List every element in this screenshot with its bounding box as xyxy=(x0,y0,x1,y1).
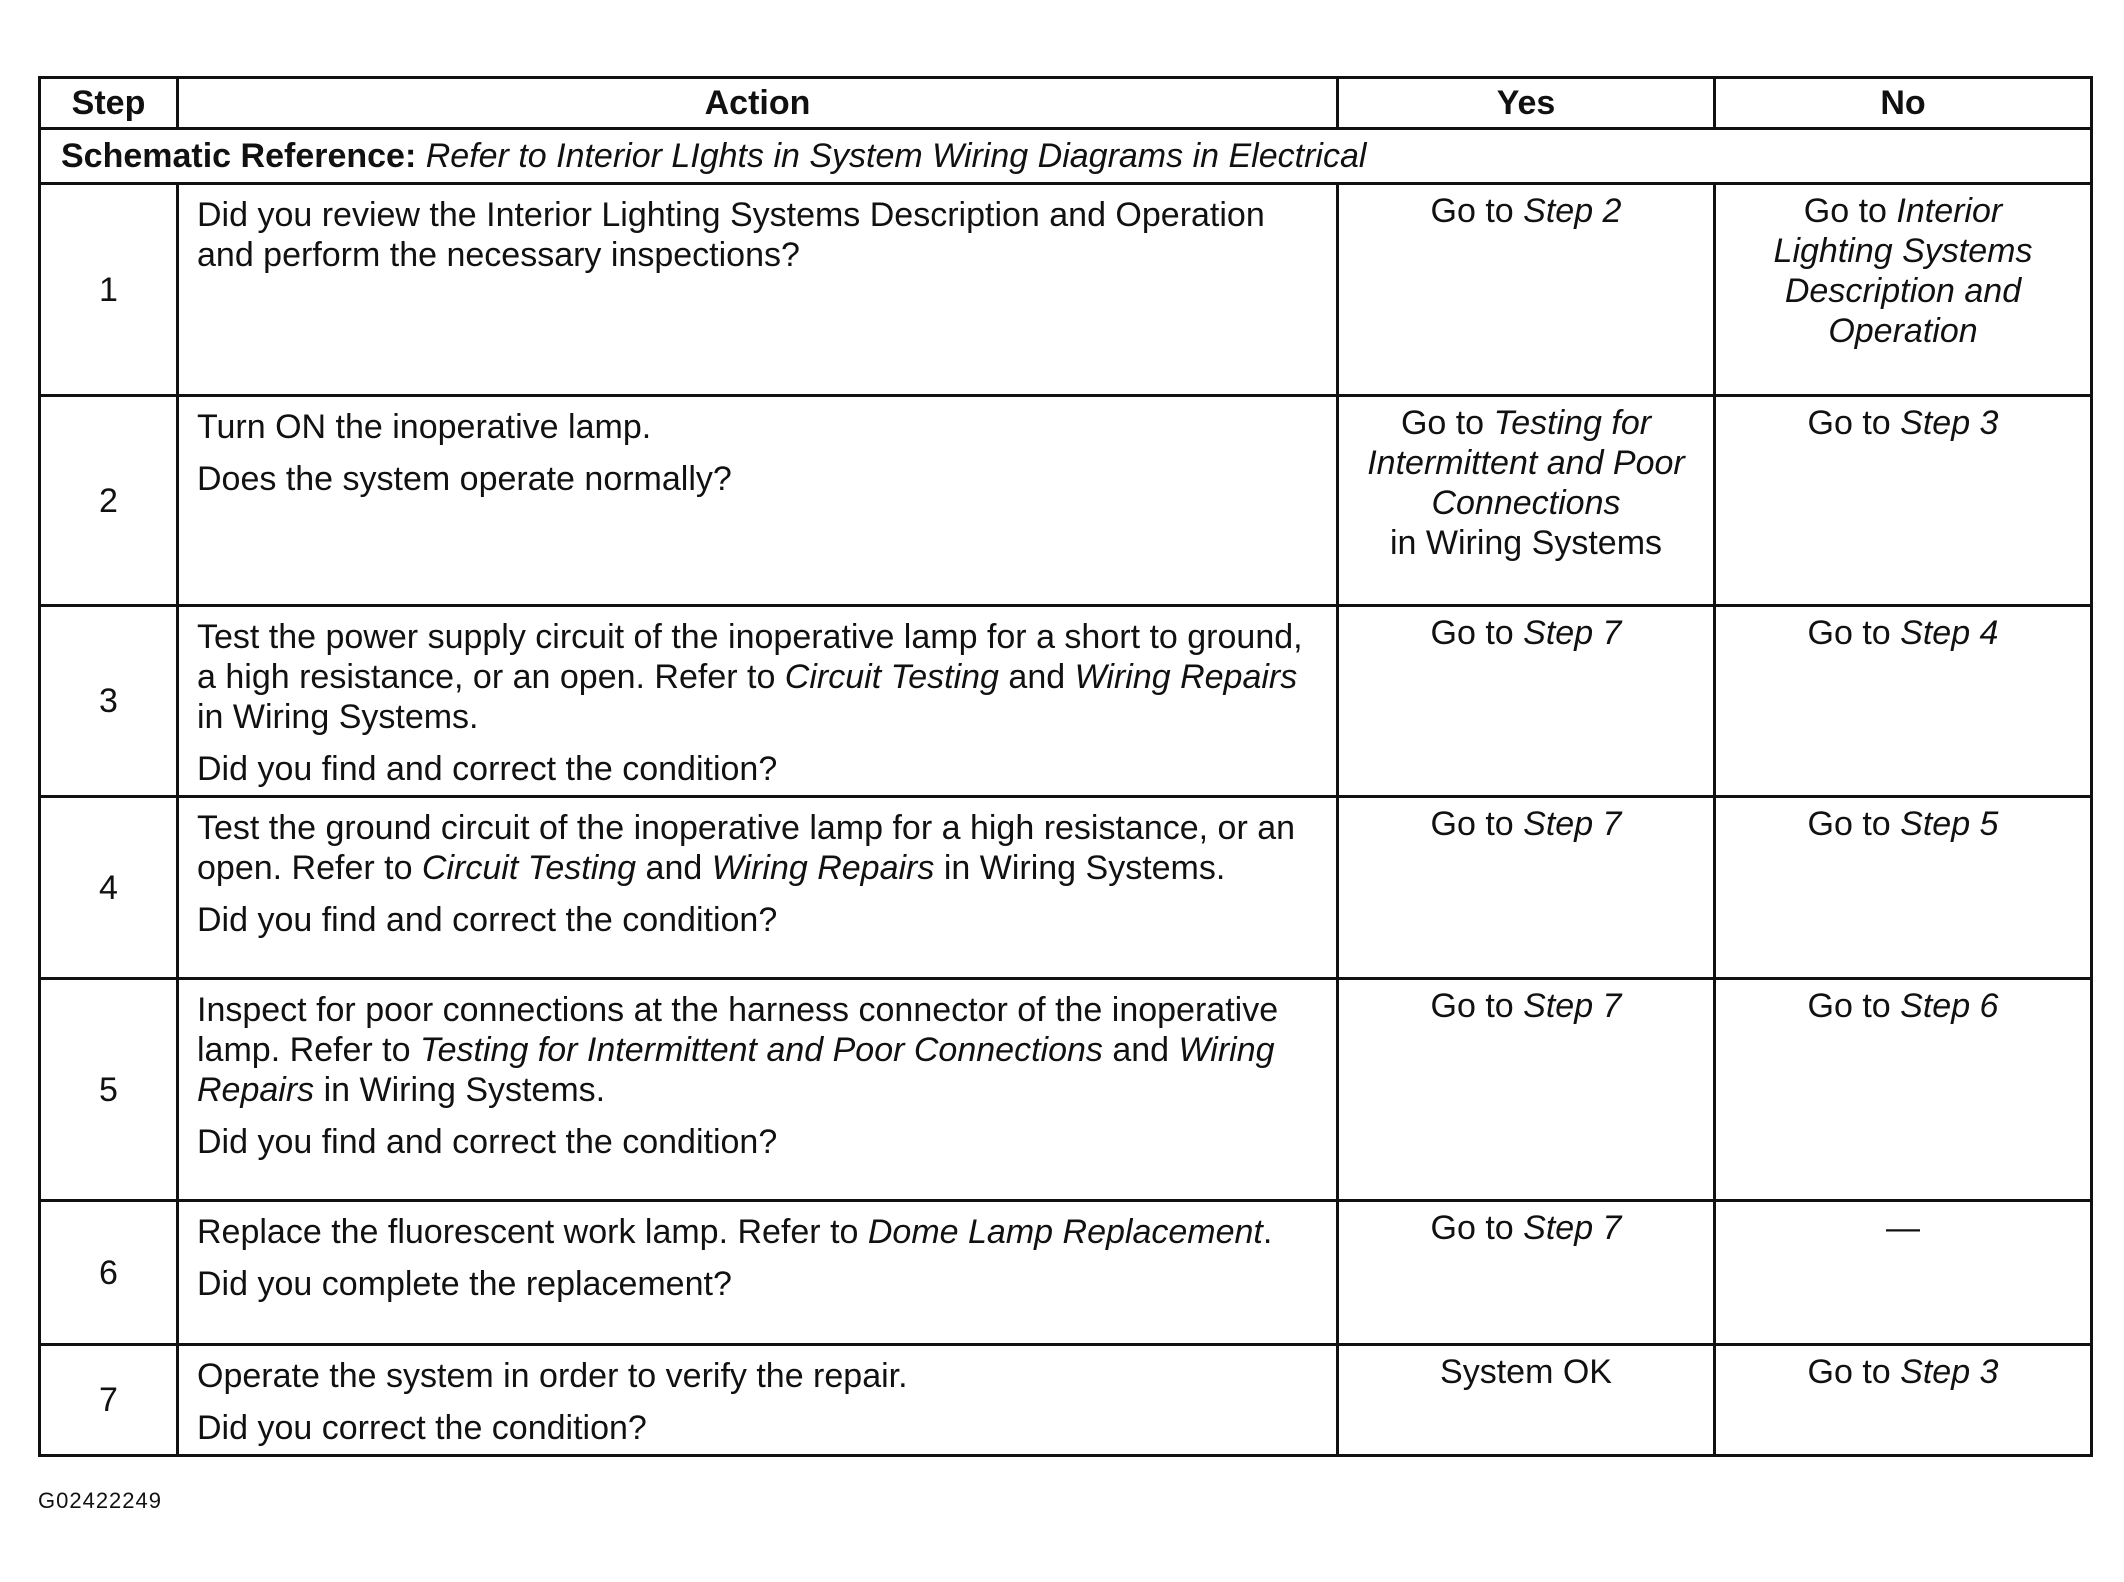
schematic-text: Refer to Interior LIghts in System Wiring Diagrams in Electrical xyxy=(425,137,1367,175)
table-row xyxy=(40,979,2092,1201)
yes-cell xyxy=(1338,1201,1715,1345)
table-row xyxy=(40,797,2092,979)
yes-link[interactable]: Go to Step 2 xyxy=(1430,192,1622,230)
step-number: 6 xyxy=(40,1201,178,1345)
action-cell xyxy=(178,396,1338,606)
header-row xyxy=(40,78,2092,129)
schematic-row xyxy=(40,129,2092,184)
yes-cell xyxy=(1338,797,1715,979)
step-number: 5 xyxy=(40,979,178,1201)
step-number: 4 xyxy=(40,797,178,979)
step-number: 1 xyxy=(40,184,178,396)
no-link[interactable]: Go to Step 3 xyxy=(1807,404,1999,442)
action-question: Did you find and correct the condition? xyxy=(197,750,778,788)
no-cell xyxy=(1715,396,2092,606)
step-number: 7 xyxy=(40,1345,178,1456)
yes-link[interactable]: Go to Step 7 xyxy=(1430,614,1622,652)
action-question: Does the system operate normally? xyxy=(197,460,732,498)
no-link[interactable]: Go to Step 4 xyxy=(1807,614,1999,652)
yes-cell xyxy=(1338,396,1715,606)
action-question: Did you complete the replacement? xyxy=(197,1265,732,1303)
action-question: Did you find and correct the condition? xyxy=(197,901,778,939)
action-cell xyxy=(178,1201,1338,1345)
no-link[interactable]: Go to Interior Lighting Systems Description and Operation xyxy=(1773,192,2033,350)
step-number: 2 xyxy=(40,396,178,606)
yes-cell xyxy=(1338,606,1715,797)
yes-result: System OK xyxy=(1440,1353,1612,1391)
action-question: Did you find and correct the condition? xyxy=(197,1123,778,1161)
table-row xyxy=(40,606,2092,797)
schematic-reference xyxy=(40,129,2092,184)
no-cell xyxy=(1715,979,2092,1201)
action-text: Replace the fluorescent work lamp. Refer to Dome Lamp Replacement. xyxy=(197,1213,1273,1251)
no-link[interactable]: Go to Step 6 xyxy=(1807,987,1999,1025)
action-text: Operate the system in order to verify the repair. xyxy=(197,1357,908,1395)
diagnostic-table xyxy=(38,76,2093,1457)
yes-link[interactable]: Go to Step 7 xyxy=(1430,805,1622,843)
yes-link[interactable]: Go to Step 7 xyxy=(1430,1209,1622,1247)
header-action: Action xyxy=(178,78,1338,129)
action-text: Turn ON the inoperative lamp. xyxy=(197,408,652,446)
schematic-label: Schematic Reference: xyxy=(61,137,417,175)
yes-cell xyxy=(1338,1345,1715,1456)
action-text: Test the ground circuit of the inoperative lamp for a high resistance, or an open. Refer to Circuit Testing and Wiring Repairs in Wiring Systems. xyxy=(197,809,1296,887)
yes-link[interactable]: Go to Step 7 xyxy=(1430,987,1622,1025)
no-link[interactable]: Go to Step 5 xyxy=(1807,805,1999,843)
header-step: Step xyxy=(40,78,178,129)
figure-id: G02422249 xyxy=(38,1488,162,1513)
action-question: Did you correct the condition? xyxy=(197,1409,647,1447)
no-dash: — xyxy=(1886,1209,1920,1247)
action-text: Inspect for poor connections at the harness connector of the inoperative lamp. Refer to Testing for Intermittent and Poor Connections and Wiring Repairs in Wiring Systems. xyxy=(197,991,1279,1109)
table-row xyxy=(40,184,2092,396)
no-cell xyxy=(1715,797,2092,979)
action-cell xyxy=(178,979,1338,1201)
no-cell xyxy=(1715,606,2092,797)
action-text: Did you review the Interior Lighting Systems Description and Operation and perform the necessary inspections? xyxy=(197,196,1265,274)
yes-cell xyxy=(1338,979,1715,1201)
action-cell xyxy=(178,184,1338,396)
action-cell xyxy=(178,606,1338,797)
header-yes: Yes xyxy=(1338,78,1715,129)
no-cell xyxy=(1715,1201,2092,1345)
header-no: No xyxy=(1715,78,2092,129)
action-cell xyxy=(178,1345,1338,1456)
action-cell xyxy=(178,797,1338,979)
table-row xyxy=(40,1345,2092,1456)
no-cell xyxy=(1715,184,2092,396)
yes-link[interactable]: Go to Testing for Intermittent and Poor Connections in Wiring Systems xyxy=(1367,404,1685,562)
table-row xyxy=(40,396,2092,606)
no-link[interactable]: Go to Step 3 xyxy=(1807,1353,1999,1391)
table-row xyxy=(40,1201,2092,1345)
step-number: 3 xyxy=(40,606,178,797)
yes-cell xyxy=(1338,184,1715,396)
no-cell xyxy=(1715,1345,2092,1456)
action-text: Test the power supply circuit of the inoperative lamp for a short to ground, a high resistance, or an open. Refer to Circuit Testing and Wiring Repairs in Wiring Systems. xyxy=(197,618,1303,736)
